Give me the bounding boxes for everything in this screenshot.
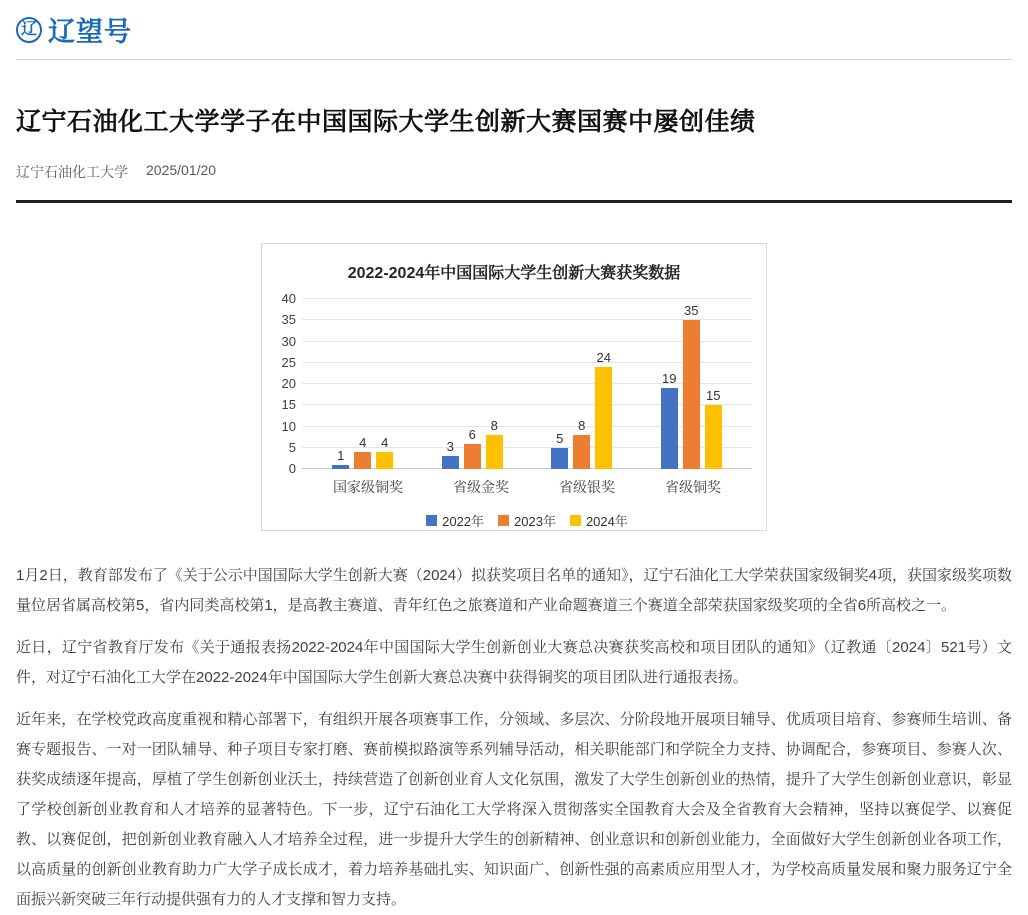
chart-y-axis xyxy=(276,291,302,476)
bar xyxy=(705,405,722,469)
bar-value-label: 8 xyxy=(578,418,586,433)
bar-value-label: 1 xyxy=(337,447,345,463)
bar xyxy=(376,452,393,469)
bar-group xyxy=(442,299,503,469)
liaowang-logo-icon[interactable]: 辽 xyxy=(16,17,42,43)
bar-wrap xyxy=(595,299,612,469)
bar-group xyxy=(661,299,722,469)
x-axis-category-label: 省级银奖 xyxy=(559,479,615,495)
article-date: 2025/01/20 xyxy=(146,162,217,178)
bar-wrap xyxy=(705,299,722,469)
bar xyxy=(486,435,503,469)
article-paragraph: 近日，辽宁省教育厅发布《关于通报表扬2022-2024年中国国际大学生创新创业大赛总决赛获奖高校和项目团队的通知》（辽教通〔2024〕521号）文件，对辽宁石油化工大学在2022-2024年中国国际大学生创新大赛总决赛中获得铜奖的项目团队进行通报表扬。 xyxy=(16,639,1012,686)
bar-value-label: 19 xyxy=(662,371,677,387)
chart-wrap xyxy=(16,243,1012,531)
y-axis-tick-label: 40 xyxy=(281,291,296,306)
bar xyxy=(442,456,459,469)
bar xyxy=(332,465,349,469)
article-paragraph: 1月2日，教育部发布了《关于公示中国国际大学生创新大赛（2024）拟获奖项目名单的通知》，辽宁石油化工大学荣获国家级铜奖4项，获国家级奖项数量位居省属高校第5，省内同类高校第1，是高教主赛道、青年红色之旅赛道和产业命题赛道三个赛道全部荣获国家级奖项的全省6所高校之一。 xyxy=(16,567,1012,614)
chart-groups xyxy=(302,299,752,469)
bar-wrap xyxy=(573,299,590,469)
article-title: 辽宁石油化工大学学子在中国国际大学生创新大赛国赛中屡创佳绩 xyxy=(16,108,756,136)
y-axis-tick-label: 30 xyxy=(281,333,296,349)
bar-wrap xyxy=(683,299,700,469)
bar xyxy=(661,388,678,469)
legend-item xyxy=(570,511,628,530)
bar-wrap xyxy=(464,299,481,469)
bar-value-label: 3 xyxy=(446,439,454,455)
chart-legend xyxy=(302,511,752,530)
article-body xyxy=(16,561,1012,915)
chart-plot xyxy=(302,299,752,469)
chart-x-labels xyxy=(302,477,752,497)
bar-value-label: 4 xyxy=(381,435,389,450)
chart-title: 2022-2024年中国国际大学生创新大赛获奖数据 xyxy=(347,265,681,282)
chart-body xyxy=(276,291,752,530)
bar xyxy=(551,448,568,469)
y-axis-tick-label: 20 xyxy=(281,376,296,391)
x-axis-category-label: 省级金奖 xyxy=(453,479,509,495)
y-axis-tick-label: 35 xyxy=(281,312,296,328)
bar-value-label: 8 xyxy=(490,418,498,433)
bar xyxy=(464,444,481,470)
article-source: 辽宁石油化工大学 xyxy=(16,164,128,180)
legend-label: 2024年 xyxy=(585,514,628,529)
article-meta xyxy=(16,162,1012,182)
bar-value-label: 4 xyxy=(359,435,367,450)
bar-wrap xyxy=(354,299,371,469)
legend-swatch xyxy=(426,515,437,526)
y-axis-tick-label: 15 xyxy=(281,397,296,413)
y-axis-tick-label: 0 xyxy=(288,461,296,476)
bar-wrap xyxy=(442,299,459,469)
bar-wrap xyxy=(661,299,678,469)
header-divider xyxy=(16,59,1012,60)
brand-name[interactable]: 辽望号 xyxy=(48,17,132,47)
legend-label: 2023年 xyxy=(514,514,556,529)
chart-plot-col xyxy=(302,299,752,530)
legend-label: 2022年 xyxy=(442,514,485,529)
legend-item xyxy=(498,511,556,530)
y-axis-tick-label: 25 xyxy=(281,354,296,370)
x-axis-category-label: 国家级铜奖 xyxy=(333,479,403,495)
bar-value-label: 35 xyxy=(684,303,699,319)
bar xyxy=(595,367,612,469)
legend-swatch xyxy=(498,515,509,526)
y-axis-tick-label: 5 xyxy=(288,439,296,455)
legend-swatch xyxy=(570,515,581,526)
bar-wrap xyxy=(551,299,568,469)
bar-group xyxy=(551,299,612,469)
title-divider xyxy=(16,200,1012,203)
article-paragraph: 近年来，在学校党政高度重视和精心部署下，有组织开展各项赛事工作，分领域、多层次、分阶段地开展项目辅导、优质项目培育、参赛师生培训、备赛专题报告、一对一团队辅导、种子项目专家打磨、赛前模拟路演等系列辅导活动，相关职能部门和学院全力支持、协调配合，参赛项目、参赛人次、获奖成绩逐年提高，厚植了学生创新创业沃土，持续营造了创新创业育人文化氛围，激发了大学生创新创业的热情，提升了大学生创新创业意识，彰显了学校创新创业教育和人才培养的显著特色。下一步，辽宁石油化工大学将深入贯彻落实全国教育大会及全省教育大会精神，坚持以赛促学、以赛促教、以赛促创，把创新创业教育融入人才培养全过程，进一步提升大学生的创新精神、创业意识和创新创业能力，全面做好大学生创新创业各项工作，以高质量的创新创业教育助力广大学子成长成才，着力培养基础扎实、知识面广、创新性强的高素质应用型人才，为学校高质量发展和聚力服务辽宁全面振兴新突破三年行动提供强有力的人才支撑和智力支持。 xyxy=(16,711,1012,908)
bar-value-label: 15 xyxy=(706,388,721,404)
bar xyxy=(354,452,371,469)
bar-wrap xyxy=(486,299,503,469)
bar-value-label: 5 xyxy=(556,430,564,446)
site-header xyxy=(16,0,1012,57)
bar-value-label: 6 xyxy=(468,426,476,442)
bar xyxy=(683,320,700,469)
awards-bar-chart xyxy=(261,243,767,531)
y-axis-tick-label: 10 xyxy=(281,418,296,434)
bar-wrap xyxy=(376,299,393,469)
bar xyxy=(573,435,590,469)
bar-wrap xyxy=(332,299,349,469)
bar-value-label: 24 xyxy=(596,350,611,365)
legend-item xyxy=(426,511,484,530)
x-axis-category-label: 省级铜奖 xyxy=(665,479,721,495)
bar-group xyxy=(332,299,393,469)
